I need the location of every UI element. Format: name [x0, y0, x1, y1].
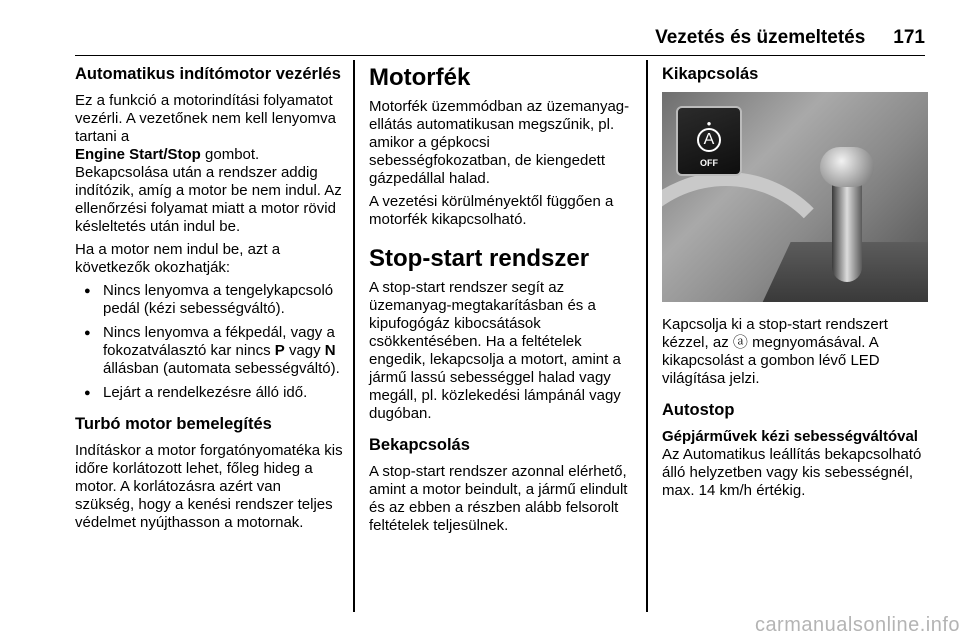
heading-stop-start: Stop-start rendszer	[369, 245, 590, 272]
gear-p-label: P	[274, 342, 285, 359]
paragraph-activation: A stop-start rendszer azonnal elérhető, amint a motor beindult, a jármű elindult és az ebben a részben alább felsorolt feltételek teljesülnek.	[369, 463, 628, 534]
text-fragment: vagy	[288, 342, 321, 359]
no-start-reasons-list	[75, 282, 343, 402]
paragraph-engine-brake-1: Motorfék üzemmódban az üzemanyag-ellátás automatikusan megszűnik, pl. amikor a gépkocsi sebességfokozatban, de kiengedett gázpedállal halad.	[369, 98, 630, 187]
page-header	[75, 26, 925, 56]
gear-knob-shape	[820, 147, 874, 187]
stop-start-button-closeup	[676, 106, 742, 176]
engine-start-stop-label: Engine Start/Stop	[75, 146, 201, 163]
text-fragment: Ez a funkció a motorindítási folyamatot vezérli. A vezetőnek nem kell lenyomva tartani a	[75, 92, 336, 145]
heading-deactivation: Kikapcsolás	[662, 65, 759, 83]
heading-activation: Bekapcsolás	[369, 436, 470, 454]
subheading-manual-transmission: Gépjárművek kézi sebességváltóval	[662, 428, 918, 445]
button-off-label: OFF	[700, 158, 718, 168]
text-fragment: megnyomásával. A kikapcsolást a gombon lévő LED világítása jelzi.	[662, 334, 880, 387]
column-divider-1	[353, 60, 355, 612]
heading-auto-starter: Automatikus indítómotor vezérlés	[75, 65, 341, 83]
paragraph-deactivation	[662, 316, 928, 388]
text-fragment: gombot. Bekapcsolása után a rendszer addig indítózik, amíg a motor be nem indul. Az ellenőrzési folyamat miatt a motor rövid késleltetés után indul be.	[75, 146, 342, 235]
heading-turbo-warmup: Turbó motor bemelegítés	[75, 415, 272, 433]
button-letter: A	[697, 128, 721, 152]
heading-engine-brake: Motorfék	[369, 64, 471, 91]
column-2	[369, 64, 635, 540]
stop-start-button-photo	[662, 92, 928, 302]
list-item	[75, 324, 343, 378]
paragraph-auto-starter	[75, 92, 343, 236]
text-fragment: Kapcsolja ki a stop-start rendszert kézzel, az	[662, 316, 888, 351]
paragraph-turbo-warmup: Indításkor a motor forgatónyomatéka kis időre korlátozott lehet, főleg hideg a motor. A korlátozásra azért van szükség, hogy a kenési rendszer teljes védelmet nyújthasson a motornak.	[75, 442, 343, 531]
paragraph-autostop: Az Automatikus leállítás bekapcsolható álló helyzetben vagy kis sebességnél, max. 14 km/h értékig.	[662, 446, 922, 499]
paragraph-engine-brake-2: A vezetési körülményektől függően a motorfék kikapcsolható.	[369, 193, 614, 228]
page-number: 171	[893, 27, 925, 48]
list-item: ● Lejárt a rendelkezésre álló idő.	[75, 384, 343, 402]
auto-stop-icon: ● A OFF	[692, 120, 726, 160]
column-1	[75, 64, 343, 537]
heading-autostop: Autostop	[662, 401, 735, 419]
list-item: ● Nincs lenyomva a tengelykapcsoló pedál (kézi sebességváltó).	[75, 282, 343, 318]
text-fragment: Nincs lenyomva a fékpedál, vagy a fokozatválasztó kar nincs	[103, 324, 335, 359]
auto-stop-button-icon: ⓐ	[732, 334, 748, 351]
watermark: carmanualsonline.info	[754, 614, 960, 636]
gear-n-label: N	[324, 342, 336, 359]
section-title: Vezetés és üzemeltetés	[655, 27, 866, 48]
column-divider-2	[646, 60, 648, 612]
paragraph-no-start: Ha a motor nem indul be, azt a következők okozhatják:	[75, 241, 281, 276]
text-fragment: állásban (automata sebességváltó).	[103, 360, 340, 377]
paragraph-stop-start: A stop-start rendszer segít az üzemanyag-megtakarításban és a kipufogógáz kibocsátások csökkentésében. Ha a feltételek engedik, lekapcsolja a motort, amint a jármű lassú sebességgel halad vagy megáll, pl. közlekedési lámpánál vagy dugóban.	[369, 279, 621, 422]
column-3	[662, 64, 928, 505]
